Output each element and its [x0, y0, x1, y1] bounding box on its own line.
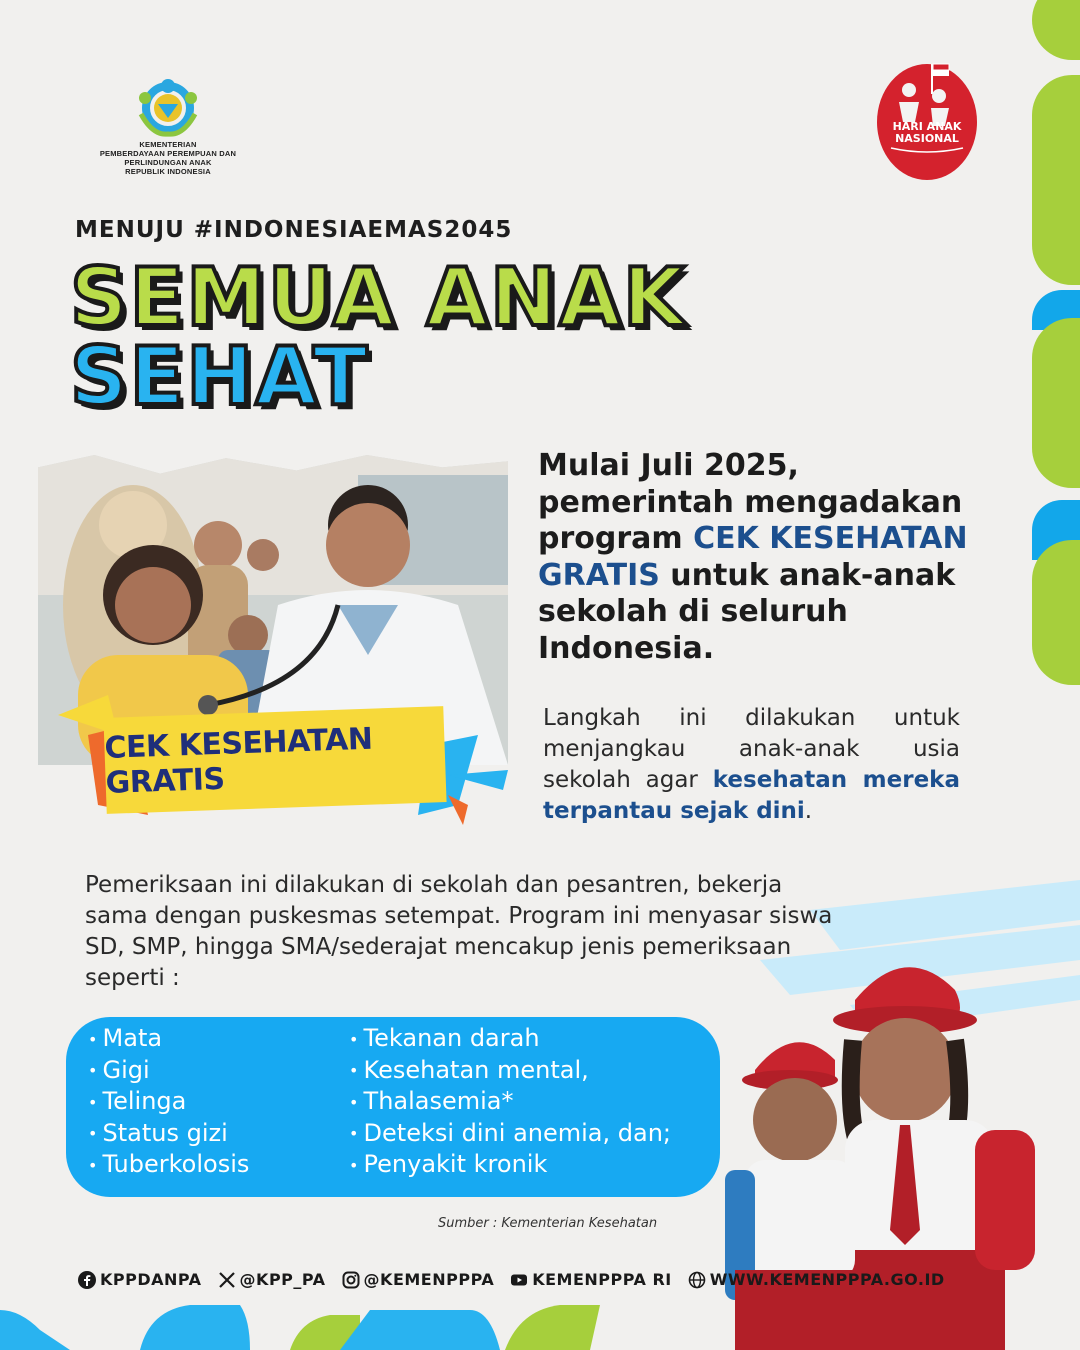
youtube-handle: KEMENPPPA RI — [532, 1270, 672, 1289]
decor-strip-green-1 — [1032, 75, 1080, 285]
list-item: • Deteksi dini anemia, dan; — [349, 1118, 671, 1150]
headline-line1: SEMUA ANAK — [70, 251, 687, 344]
source-credit: Sumber : Kementerian Kesehatan — [438, 1216, 658, 1231]
list-item: • Mata — [88, 1023, 249, 1055]
lead-text-part2: untuk anak-anak sekolah di seluruh Indonesia. — [538, 557, 956, 666]
kicker-hashtag: MENUJU #INDONESIAEMAS2045 — [75, 217, 513, 243]
facebook-icon — [78, 1271, 96, 1289]
instagram-icon — [342, 1271, 360, 1289]
ministry-name-line3: REPUBLIK INDONESIA — [125, 167, 211, 176]
free-checkup-ribbon: CEK KESEHATAN GRATIS — [103, 706, 446, 814]
ministry-name-line1: KEMENTERIAN — [139, 140, 197, 149]
list-item: • Gigi — [88, 1055, 249, 1087]
sub-text-part1: Langkah ini dilakukan untuk menjangkau anak-anak usia sekolah agar — [543, 705, 960, 793]
hari-anak-nasional-badge — [875, 60, 979, 184]
x-icon — [218, 1271, 236, 1289]
list-item: • Tuberkolosis — [88, 1149, 249, 1181]
sub-text-part2: . — [804, 798, 813, 824]
badge-title-line2: NASIONAL — [895, 132, 959, 145]
program-description: Pemeriksaan ini dilakukan di sekolah dan pesantren, bekerja sama dengan puskesmas setempat. Program ini menyasar siswa SD, SMP, hingga SMA/sederajat mencakup jenis pemeriksaan seperti : — [85, 872, 833, 991]
list-item: • Status gizi — [88, 1118, 249, 1150]
globe-icon — [688, 1271, 706, 1289]
checkup-types-box — [66, 1017, 720, 1197]
sub-highlight: kesehatan mereka terpantau sejak dini — [543, 767, 960, 824]
sub-paragraph — [543, 703, 960, 827]
checkup-list-col1 — [88, 1023, 249, 1181]
list-item: • Thalasemia* — [349, 1086, 671, 1118]
bottom-decor — [0, 1300, 720, 1350]
website-url: WWW.KEMENPPPA.GO.ID — [709, 1270, 945, 1289]
ministry-logo — [68, 74, 268, 176]
facebook-link[interactable] — [78, 1270, 202, 1289]
social-footer — [78, 1270, 945, 1289]
ministry-emblem-icon — [133, 74, 203, 140]
x-link[interactable] — [218, 1270, 326, 1289]
checkup-list-col2 — [349, 1023, 671, 1181]
facebook-handle: KPPDANPA — [100, 1270, 202, 1289]
list-item: • Penyakit kronik — [349, 1149, 671, 1181]
website-link[interactable] — [688, 1270, 945, 1289]
headline-line2: SEHAT — [70, 330, 370, 423]
decor-strip-green-top — [1032, 0, 1080, 60]
list-item: • Telinga — [88, 1086, 249, 1118]
instagram-handle: @KEMENPPPA — [363, 1270, 495, 1289]
badge-title-line1: HARI ANAK — [892, 120, 962, 133]
list-item: • Kesehatan mental, — [349, 1055, 671, 1087]
x-handle: @KPP_PA — [239, 1270, 326, 1289]
lead-paragraph — [538, 448, 978, 667]
lead-highlight: CEK KESEHATAN GRATIS — [538, 521, 968, 593]
list-item: • Tekanan darah — [349, 1023, 671, 1055]
instagram-link[interactable] — [342, 1270, 495, 1289]
ministry-name-line2: PEMBERDAYAAN PEREMPUAN DAN PERLINDUNGAN ANAK — [99, 149, 237, 167]
lead-text-part1: Mulai Juli 2025, pemerintah mengadakan program — [538, 448, 963, 556]
decor-strip-green-2 — [1032, 318, 1080, 488]
youtube-link[interactable] — [510, 1270, 672, 1289]
youtube-icon — [510, 1271, 528, 1289]
decor-strip-green-3 — [1032, 540, 1080, 685]
